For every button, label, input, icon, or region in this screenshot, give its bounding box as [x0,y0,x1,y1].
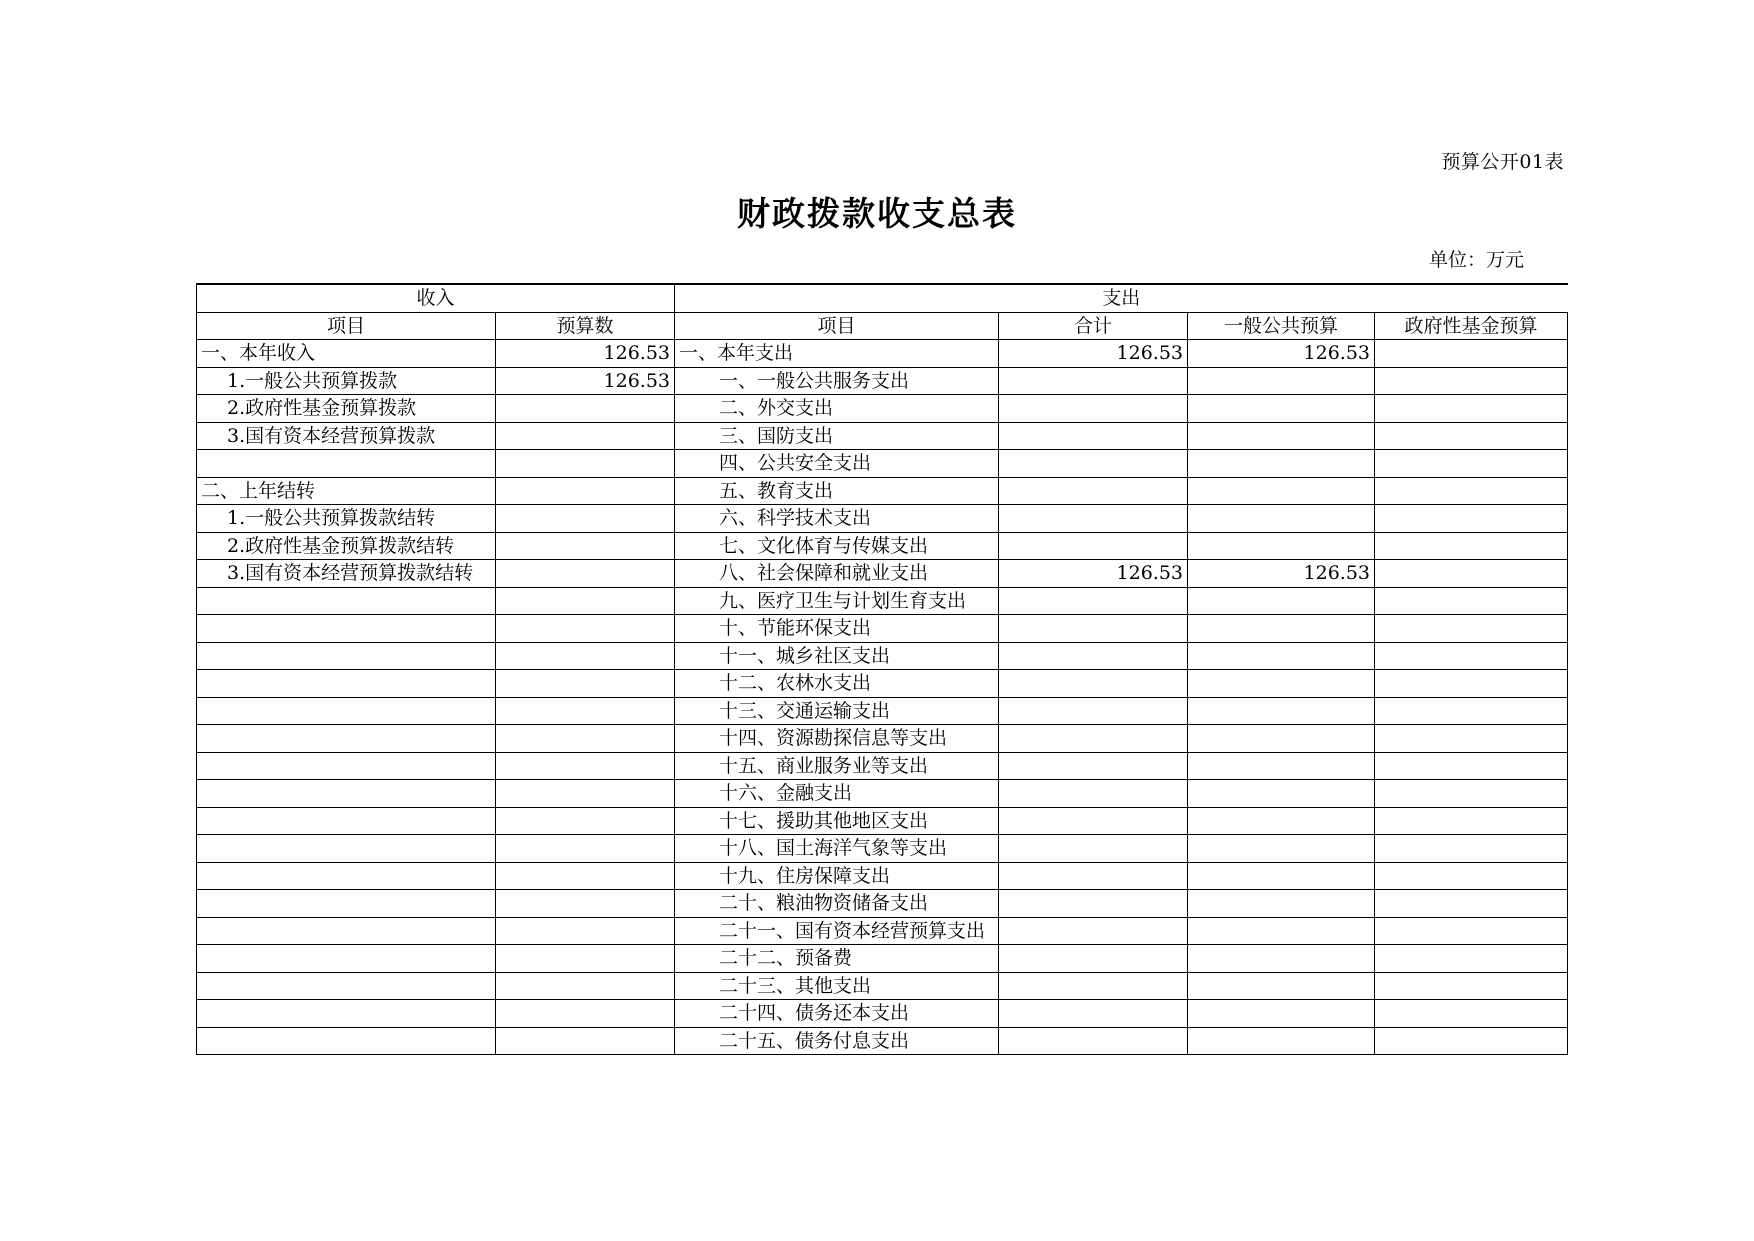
general-budget-cell: 126.53 [1188,340,1375,368]
fund-budget-cell [1375,450,1568,478]
income-amount-cell [496,945,675,973]
income-item-cell: 2.政府性基金预算拨款 [197,395,496,423]
income-item-cell: 2.政府性基金预算拨款结转 [197,532,496,560]
income-item-cell [197,670,496,698]
income-item-cell: 1.一般公共预算拨款结转 [197,505,496,533]
table-row [197,807,1568,835]
income-amount-cell [496,697,675,725]
expense-item-cell: 十二、农林水支出 [675,670,999,698]
income-amount-cell [496,642,675,670]
income-item-cell: 1.一般公共预算拨款 [197,367,496,395]
income-amount-cell [496,670,675,698]
fund-budget-cell [1375,972,1568,1000]
general-budget-cell [1188,367,1375,395]
expense-item-cell: 二十五、债务付息支出 [675,1027,999,1055]
expense-group-header: 支出 [675,284,1568,312]
fund-budget-cell [1375,780,1568,808]
income-item-cell: 一、本年收入 [197,340,496,368]
expense-item-cell: 六、科学技术支出 [675,505,999,533]
income-amount-header: 预算数 [496,312,675,340]
table-row [197,477,1568,505]
general-budget-cell [1188,505,1375,533]
income-amount-cell [496,917,675,945]
expense-total-cell [999,835,1188,863]
income-item-cell: 3.国有资本经营预算拨款结转 [197,560,496,588]
form-code: 预算公开01表 [1441,151,1564,173]
income-amount-cell: 126.53 [496,340,675,368]
general-budget-cell [1188,807,1375,835]
expense-item-cell: 一、一般公共服务支出 [675,367,999,395]
general-budget-cell [1188,725,1375,753]
expense-item-cell: 二十一、国有资本经营预算支出 [675,917,999,945]
income-amount-cell [496,807,675,835]
expense-item-cell: 十三、交通运输支出 [675,697,999,725]
income-item-cell [197,807,496,835]
expense-total-cell [999,670,1188,698]
expense-item-cell: 五、教育支出 [675,477,999,505]
general-budget-cell [1188,532,1375,560]
expense-total-cell [999,725,1188,753]
fund-budget-cell [1375,835,1568,863]
income-item-header: 项目 [197,312,496,340]
table-row [197,395,1568,423]
expense-item-cell: 十、节能环保支出 [675,615,999,643]
table-row [197,725,1568,753]
expense-total-cell [999,450,1188,478]
fund-budget-cell [1375,890,1568,918]
income-amount-cell [496,862,675,890]
expense-item-cell: 四、公共安全支出 [675,450,999,478]
expense-item-cell: 十一、城乡社区支出 [675,642,999,670]
general-budget-cell [1188,615,1375,643]
general-budget-cell [1188,862,1375,890]
table-row [197,670,1568,698]
fund-budget-cell [1375,1027,1568,1055]
fund-budget-cell [1375,587,1568,615]
table-row [197,752,1568,780]
budget-summary-table [196,283,1568,1055]
income-amount-cell [496,587,675,615]
table-row [197,862,1568,890]
table-row [197,890,1568,918]
group-header-row [197,284,1568,312]
income-item-cell [197,1000,496,1028]
fund-budget-cell [1375,395,1568,423]
fund-budget-cell [1375,560,1568,588]
income-item-cell [197,917,496,945]
general-budget-cell [1188,642,1375,670]
fund-budget-cell [1375,862,1568,890]
general-budget-cell [1188,395,1375,423]
income-item-cell: 3.国有资本经营预算拨款 [197,422,496,450]
income-amount-cell [496,780,675,808]
income-amount-cell [496,505,675,533]
table-row [197,340,1568,368]
general-budget-cell [1188,477,1375,505]
expense-total-cell [999,890,1188,918]
general-budget-cell [1188,780,1375,808]
expense-total-cell [999,367,1188,395]
income-item-cell [197,725,496,753]
table-row [197,505,1568,533]
table-row [197,560,1568,588]
fund-budget-cell [1375,807,1568,835]
income-amount-cell [496,1000,675,1028]
general-budget-cell [1188,670,1375,698]
expense-item-cell: 十七、援助其他地区支出 [675,807,999,835]
income-item-cell [197,587,496,615]
table-row [197,945,1568,973]
fund-budget-cell [1375,697,1568,725]
expense-item-cell: 十九、住房保障支出 [675,862,999,890]
expense-item-cell: 十八、国土海洋气象等支出 [675,835,999,863]
table-body [197,284,1568,1055]
expense-item-cell: 八、社会保障和就业支出 [675,560,999,588]
expense-total-cell [999,532,1188,560]
expense-item-cell: 二、外交支出 [675,395,999,423]
expense-total-header: 合计 [999,312,1188,340]
expense-item-cell: 十六、金融支出 [675,780,999,808]
fund-budget-cell [1375,422,1568,450]
income-amount-cell [496,615,675,643]
table-row [197,972,1568,1000]
fund-budget-cell [1375,670,1568,698]
table-row [197,532,1568,560]
income-amount-cell [496,532,675,560]
table-row [197,917,1568,945]
income-amount-cell [496,395,675,423]
fund-budget-cell [1375,477,1568,505]
income-amount-cell [496,477,675,505]
expense-total-cell [999,477,1188,505]
expense-item-header: 项目 [675,312,999,340]
general-budget-cell [1188,1000,1375,1028]
expense-item-cell: 二十二、预备费 [675,945,999,973]
income-amount-cell [496,560,675,588]
expense-total-cell [999,807,1188,835]
income-item-cell [197,972,496,1000]
expense-item-cell: 十四、资源勘探信息等支出 [675,725,999,753]
expense-item-cell: 七、文化体育与传媒支出 [675,532,999,560]
general-budget-cell [1188,945,1375,973]
income-amount-cell [496,835,675,863]
income-item-cell [197,945,496,973]
table-row [197,587,1568,615]
income-item-cell [197,835,496,863]
general-budget-cell [1188,972,1375,1000]
expense-item-cell: 一、本年支出 [675,340,999,368]
table-row [197,450,1568,478]
expense-item-cell: 二十四、债务还本支出 [675,1000,999,1028]
income-amount-cell [496,450,675,478]
expense-total-cell [999,917,1188,945]
table-row [197,697,1568,725]
income-item-cell [197,642,496,670]
income-amount-cell [496,972,675,1000]
fund-budget-cell [1375,505,1568,533]
income-item-cell: 二、上年结转 [197,477,496,505]
expense-total-cell [999,945,1188,973]
expense-total-cell [999,972,1188,1000]
expense-total-cell [999,587,1188,615]
general-budget-cell [1188,1027,1375,1055]
general-budget-cell [1188,752,1375,780]
income-item-cell [197,697,496,725]
table-row [197,615,1568,643]
income-amount-cell [496,422,675,450]
expense-item-cell: 十五、商业服务业等支出 [675,752,999,780]
expense-total-cell [999,422,1188,450]
fund-budget-cell [1375,642,1568,670]
expense-total-cell [999,505,1188,533]
income-item-cell [197,615,496,643]
table-row [197,1027,1568,1055]
general-budget-cell [1188,697,1375,725]
income-amount-cell: 126.53 [496,367,675,395]
general-budget-cell [1188,835,1375,863]
fund-budget-cell [1375,725,1568,753]
expense-total-cell [999,862,1188,890]
expense-total-cell [999,697,1188,725]
table-row [197,835,1568,863]
income-amount-cell [496,1027,675,1055]
income-item-cell [197,450,496,478]
general-budget-cell [1188,422,1375,450]
income-amount-cell [496,890,675,918]
table-row [197,780,1568,808]
fund-budget-cell [1375,945,1568,973]
general-budget-cell [1188,890,1375,918]
income-amount-cell [496,725,675,753]
column-header-row [197,312,1568,340]
expense-total-cell: 126.53 [999,560,1188,588]
fund-budget-header: 政府性基金预算 [1375,312,1568,340]
income-item-cell [197,862,496,890]
fund-budget-cell [1375,340,1568,368]
unit-label: 单位：万元 [1428,249,1524,271]
income-item-cell [197,780,496,808]
income-amount-cell [496,752,675,780]
fund-budget-cell [1375,367,1568,395]
income-item-cell [197,890,496,918]
table-row [197,367,1568,395]
page-title: 财政拨款收支总表 [737,194,1017,233]
expense-total-cell [999,1000,1188,1028]
expense-item-cell: 三、国防支出 [675,422,999,450]
expense-item-cell: 二十、粮油物资储备支出 [675,890,999,918]
expense-item-cell: 二十三、其他支出 [675,972,999,1000]
expense-total-cell: 126.53 [999,340,1188,368]
fund-budget-cell [1375,917,1568,945]
expense-total-cell [999,395,1188,423]
expense-total-cell [999,642,1188,670]
table-row [197,1000,1568,1028]
fund-budget-cell [1375,1000,1568,1028]
expense-item-cell: 九、医疗卫生与计划生育支出 [675,587,999,615]
expense-total-cell [999,752,1188,780]
fund-budget-cell [1375,752,1568,780]
fund-budget-cell [1375,615,1568,643]
general-budget-header: 一般公共预算 [1188,312,1375,340]
general-budget-cell [1188,587,1375,615]
income-item-cell [197,752,496,780]
expense-total-cell [999,780,1188,808]
general-budget-cell [1188,450,1375,478]
income-item-cell [197,1027,496,1055]
fund-budget-cell [1375,532,1568,560]
expense-total-cell [999,615,1188,643]
table-row [197,642,1568,670]
table-row [197,422,1568,450]
expense-total-cell [999,1027,1188,1055]
general-budget-cell [1188,917,1375,945]
income-group-header: 收入 [197,284,675,312]
general-budget-cell: 126.53 [1188,560,1375,588]
